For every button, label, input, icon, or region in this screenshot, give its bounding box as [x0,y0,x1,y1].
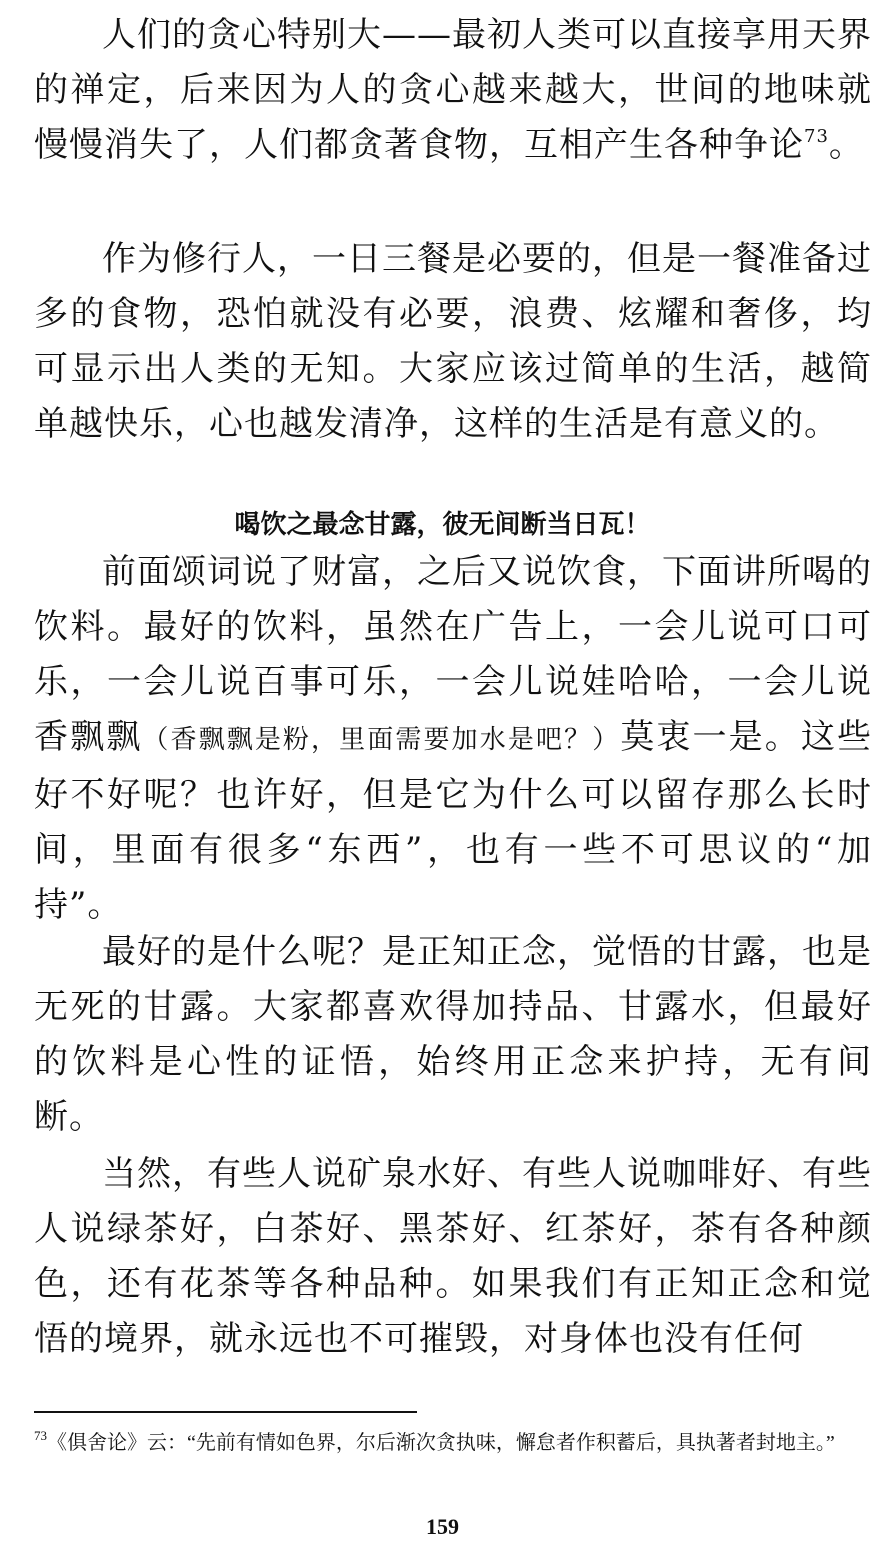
paragraph-text: 当然，有些人说矿泉水好、有些人说咖啡好、有些人说绿茶好，白茶好、黑茶好、红茶好，茶有各种颜色，还有花茶等各种品种。如果我们有正知正念和觉悟的境界，就永远也不可摧毁，对身体也没有任何 [34,1154,872,1359]
paragraph-text: 最好的是什么呢？是正知正念，觉悟的甘露，也是无死的甘露。大家都喜欢得加持品、甘露水，但最好的饮料是心性的证悟，始终用正念来护持，无有间断。 [34,932,872,1137]
footnote [34,1428,872,1458]
paragraph-greed [34,8,872,173]
footnote-text: 《俱舍论》云：“先前有情如色界，尔后渐次贪执味，懈怠者作积蓄后，具执著者封地主。” [47,1432,835,1454]
footnote-number: 73 [34,1428,47,1444]
footnote-reference[interactable]: 73 [804,125,829,147]
page-number: 159 [426,1514,459,1539]
paragraph-end: 。 [828,125,864,165]
paragraph-beverages [34,545,872,933]
paragraph-best-drink [34,925,872,1145]
paragraph-text: 前面颂词说了财富，之后又说饮食，下面讲所喝的饮料。最好的饮料，虽然在广告上，一会儿说可口可乐，一会儿说百事可乐，一会儿说娃哈哈，一会儿说香飘飘 [34,552,872,757]
paragraph-text: 莫衷一是。这些好不好呢？也许好，但是它为什么可以留存那么长时间，里面有很多“东西”，也有一些不可思议的“加持”。 [34,717,873,925]
footnote-divider [34,1411,417,1413]
parenthetical-note: （香飘飘是粉，里面需要加水是吧？） [142,725,621,755]
section-heading: 喝饮之最念甘露，彼无间断当日瓦！ [234,510,651,540]
paragraph-practitioner [34,232,872,452]
paragraph-text: 人们的贪心特别大——最初人类可以直接享用天界的禅定，后来因为人的贪心越来越大，世间的地味就慢慢消失了，人们都贪著食物，互相产生各种争论 [34,15,872,165]
paragraph-text: 作为修行人，一日三餐是必要的，但是一餐准备过多的食物，恐怕就没有必要，浪费、炫耀和奢侈，均可显示出人类的无知。大家应该过简单的生活，越简单越快乐，心也越发清净，这样的生活是有意义的。 [34,239,872,444]
paragraph-tea [34,1147,872,1367]
